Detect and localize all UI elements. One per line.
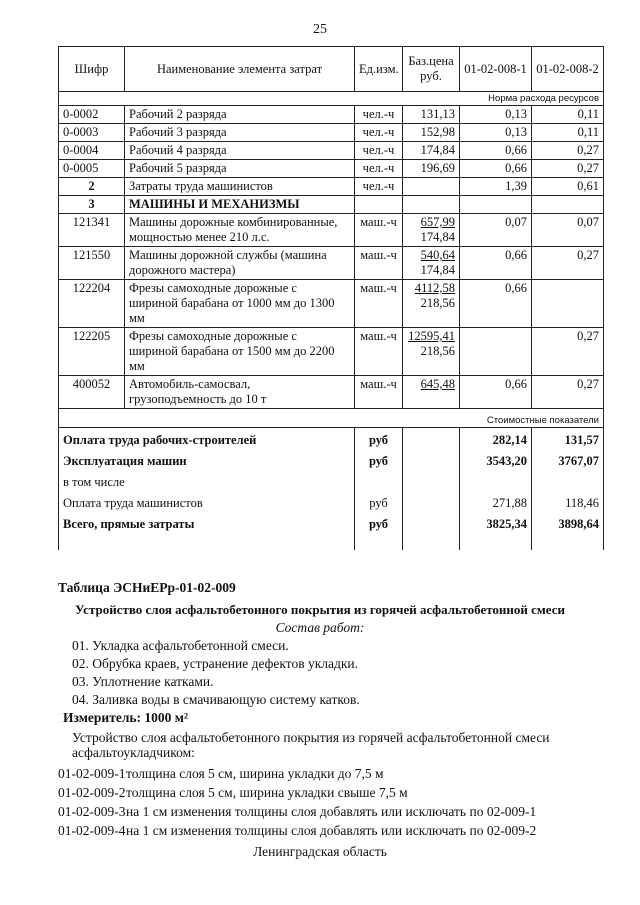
footer-region: Ленинградская область [253,844,387,859]
cost-value-2: 3898,64 [532,512,604,550]
cost-price [403,428,460,450]
works-item: 04. Заливка воды в смачивающую систему катков. [72,692,360,707]
row-price-main: 540,64 [420,248,455,262]
row-unit: чел.-ч [355,178,403,196]
row-name-line2: дорожного мастера) [129,263,236,277]
row-name-line1: Автомобиль-самосвал, [129,377,251,391]
item-code: 01-02-009-4 [58,823,126,838]
row-unit: маш.-ч [355,376,403,409]
item-text: на 1 см изменения толщины слоя добавлять или исключать по 02-009-1 [126,804,537,819]
cost-price [403,449,460,470]
cost-name: Всего, прямые затраты [59,512,355,550]
cost-row [59,491,604,512]
cost-value-2: 3767,07 [532,449,604,470]
cost-price [403,470,460,491]
header-base-price [403,47,460,92]
cost-value-2: 131,57 [532,428,604,450]
row-code: 121550 [59,247,125,280]
row-value-2: 0,11 [532,106,604,124]
cost-label: Стоимостные показатели [59,409,604,428]
table-row [59,178,604,196]
row-code: 122205 [59,328,125,376]
row-value-1: 0,66 [460,376,532,409]
row-price-main: 12595,41 [408,329,455,343]
header-name: Наименование элемента затрат [125,47,355,92]
cost-price [403,512,460,550]
row-unit: маш.-ч [355,328,403,376]
cost-row [59,512,604,550]
row-name: Рабочий 3 разряда [125,124,355,142]
cost-unit [355,470,403,491]
row-value-1 [460,196,532,214]
row-price-main: 645,48 [420,377,455,391]
item-code: 01-02-009-3 [58,804,126,819]
table-title: Таблица ЭСНиЕРр-01-02-009 [58,580,236,595]
row-price [403,196,460,214]
row-name [125,280,355,328]
item-text: толщина слоя 5 см, ширина укладки до 7,5 м [126,766,384,781]
row-name-line3: мм [129,359,145,373]
row-value-2: 0,27 [532,160,604,178]
cost-value-1: 3543,20 [460,449,532,470]
row-price [403,178,460,196]
row-code: 0-0003 [59,124,125,142]
row-name: Рабочий 5 разряда [125,160,355,178]
row-name-line2: шириной барабана от 1000 мм до 1300 [129,296,335,310]
row-value-2 [532,280,604,328]
list-item [58,766,384,782]
list-item [58,804,536,820]
row-name-line1: Фрезы самоходные дорожные с [129,329,297,343]
cost-unit: руб [355,449,403,470]
row-name-line1: Машины дорожной службы (машина [129,248,327,262]
meter-label: Измеритель: 1000 м² [63,710,189,725]
row-code: 2 [59,178,125,196]
row-name [125,376,355,409]
table-row [59,124,604,142]
table-row [59,142,604,160]
row-value-1: 0,66 [460,247,532,280]
row-value-1: 0,13 [460,106,532,124]
table-row [59,376,604,409]
row-code: 121341 [59,214,125,247]
header-base-price-line1: Баз.цена [408,54,454,68]
row-name-line2: мощностью менее 210 л.с. [129,230,270,244]
table-header-row [59,47,604,92]
row-price [403,280,460,328]
table-row [59,247,604,280]
table-row [59,214,604,247]
row-name [125,214,355,247]
row-value-2: 0,61 [532,178,604,196]
row-price [403,214,460,247]
header-code: Шифр [59,47,125,92]
row-value-1: 0,66 [460,142,532,160]
section-subtitle: Устройство слоя асфальтобетонного покрытия из горячей асфальтобетонной смеси [75,602,565,617]
row-name: МАШИНЫ И МЕХАНИЗМЫ [125,196,355,214]
header-col1: 01-02-008-1 [460,47,532,92]
cost-price [403,491,460,512]
cost-name: в том числе [59,470,355,491]
norm-label-row [59,92,604,106]
cost-value-1 [460,470,532,491]
item-text: на 1 см изменения толщины слоя добавлять или исключать по 02-009-2 [126,823,537,838]
row-value-2: 0,11 [532,124,604,142]
row-unit: чел.-ч [355,124,403,142]
row-unit: маш.-ч [355,280,403,328]
row-value-2: 0,27 [532,142,604,160]
row-value-1 [460,328,532,376]
row-value-2: 0,27 [532,328,604,376]
list-item [58,785,408,801]
header-base-price-line2: руб. [420,69,442,83]
cost-value-1: 3825,34 [460,512,532,550]
description-line2: асфальтоукладчиком: [72,745,195,760]
row-code: 122204 [59,280,125,328]
table-row [59,106,604,124]
header-unit: Ед.изм. [355,47,403,92]
cost-unit: руб [355,428,403,450]
row-price: 131,13 [403,106,460,124]
row-price: 152,98 [403,124,460,142]
cost-value-1: 271,88 [460,491,532,512]
row-code: 400052 [59,376,125,409]
row-name-line1: Фрезы самоходные дорожные с [129,281,297,295]
row-price-operator: 174,84 [420,230,455,244]
row-unit: чел.-ч [355,160,403,178]
row-unit: маш.-ч [355,214,403,247]
row-name: Рабочий 2 разряда [125,106,355,124]
row-value-1: 0,13 [460,124,532,142]
cost-value-2 [532,470,604,491]
row-unit: чел.-ч [355,142,403,160]
cost-value-1: 282,14 [460,428,532,450]
row-value-2: 0,27 [532,376,604,409]
row-price [403,247,460,280]
row-name: Затраты труда машинистов [125,178,355,196]
cost-row [59,449,604,470]
cost-name: Оплата труда рабочих-строителей [59,428,355,450]
row-value-1: 0,66 [460,280,532,328]
row-code: 3 [59,196,125,214]
cost-unit: руб [355,512,403,550]
header-col2: 01-02-008-2 [532,47,604,92]
row-price-main: 4112,58 [414,281,455,295]
works-item: 03. Уплотнение катками. [72,674,214,689]
cost-value-2: 118,46 [532,491,604,512]
row-value-1: 1,39 [460,178,532,196]
row-name [125,328,355,376]
row-value-2: 0,27 [532,247,604,280]
row-name [125,247,355,280]
row-unit [355,196,403,214]
row-price-main: 657,99 [420,215,455,229]
row-value-2 [532,196,604,214]
norm-label: Норма расхода ресурсов [59,92,604,106]
list-item [58,823,536,839]
row-unit: маш.-ч [355,247,403,280]
row-price-operator: 218,56 [420,344,455,358]
cost-row [59,428,604,450]
row-code: 0-0005 [59,160,125,178]
works-title: Состав работ: [275,620,365,635]
row-name-line3: мм [129,311,145,325]
item-text: толщина слоя 5 см, ширина укладки свыше 7,5 м [126,785,408,800]
row-name: Рабочий 4 разряда [125,142,355,160]
cost-row [59,470,604,491]
works-item: 02. Обрубка краев, устранение дефектов укладки. [72,656,359,671]
table-row [59,160,604,178]
row-code: 0-0002 [59,106,125,124]
page-number: 25 [313,22,327,37]
row-name-line2: шириной барабана от 1500 мм до 2200 [129,344,335,358]
works-item: 01. Укладка асфальтобетонной смеси. [72,638,289,653]
item-code: 01-02-009-1 [58,766,126,781]
row-price [403,376,460,409]
row-unit: чел.-ч [355,106,403,124]
table-row [59,280,604,328]
row-price: 174,84 [403,142,460,160]
row-value-1: 0,66 [460,160,532,178]
row-value-1: 0,07 [460,214,532,247]
row-price [403,328,460,376]
row-price-operator: 174,84 [420,263,455,277]
table-row [59,328,604,376]
row-price: 196,69 [403,160,460,178]
row-value-2: 0,07 [532,214,604,247]
cost-name: Оплата труда машинистов [59,491,355,512]
cost-name: Эксплуатация машин [59,449,355,470]
cost-unit: руб [355,491,403,512]
item-code: 01-02-009-2 [58,785,126,800]
cost-label-row [59,409,604,428]
machines-header-row [59,196,604,214]
row-name-line2: грузоподъемность до 10 т [129,392,267,406]
row-name-line1: Машины дорожные комбинированные, [129,215,338,229]
resource-table [58,46,604,550]
row-code: 0-0004 [59,142,125,160]
description-line1: Устройство слоя асфальтобетонного покрытия из горячей асфальтобетонной смеси [72,730,550,745]
row-price-operator: 218,56 [420,296,455,310]
